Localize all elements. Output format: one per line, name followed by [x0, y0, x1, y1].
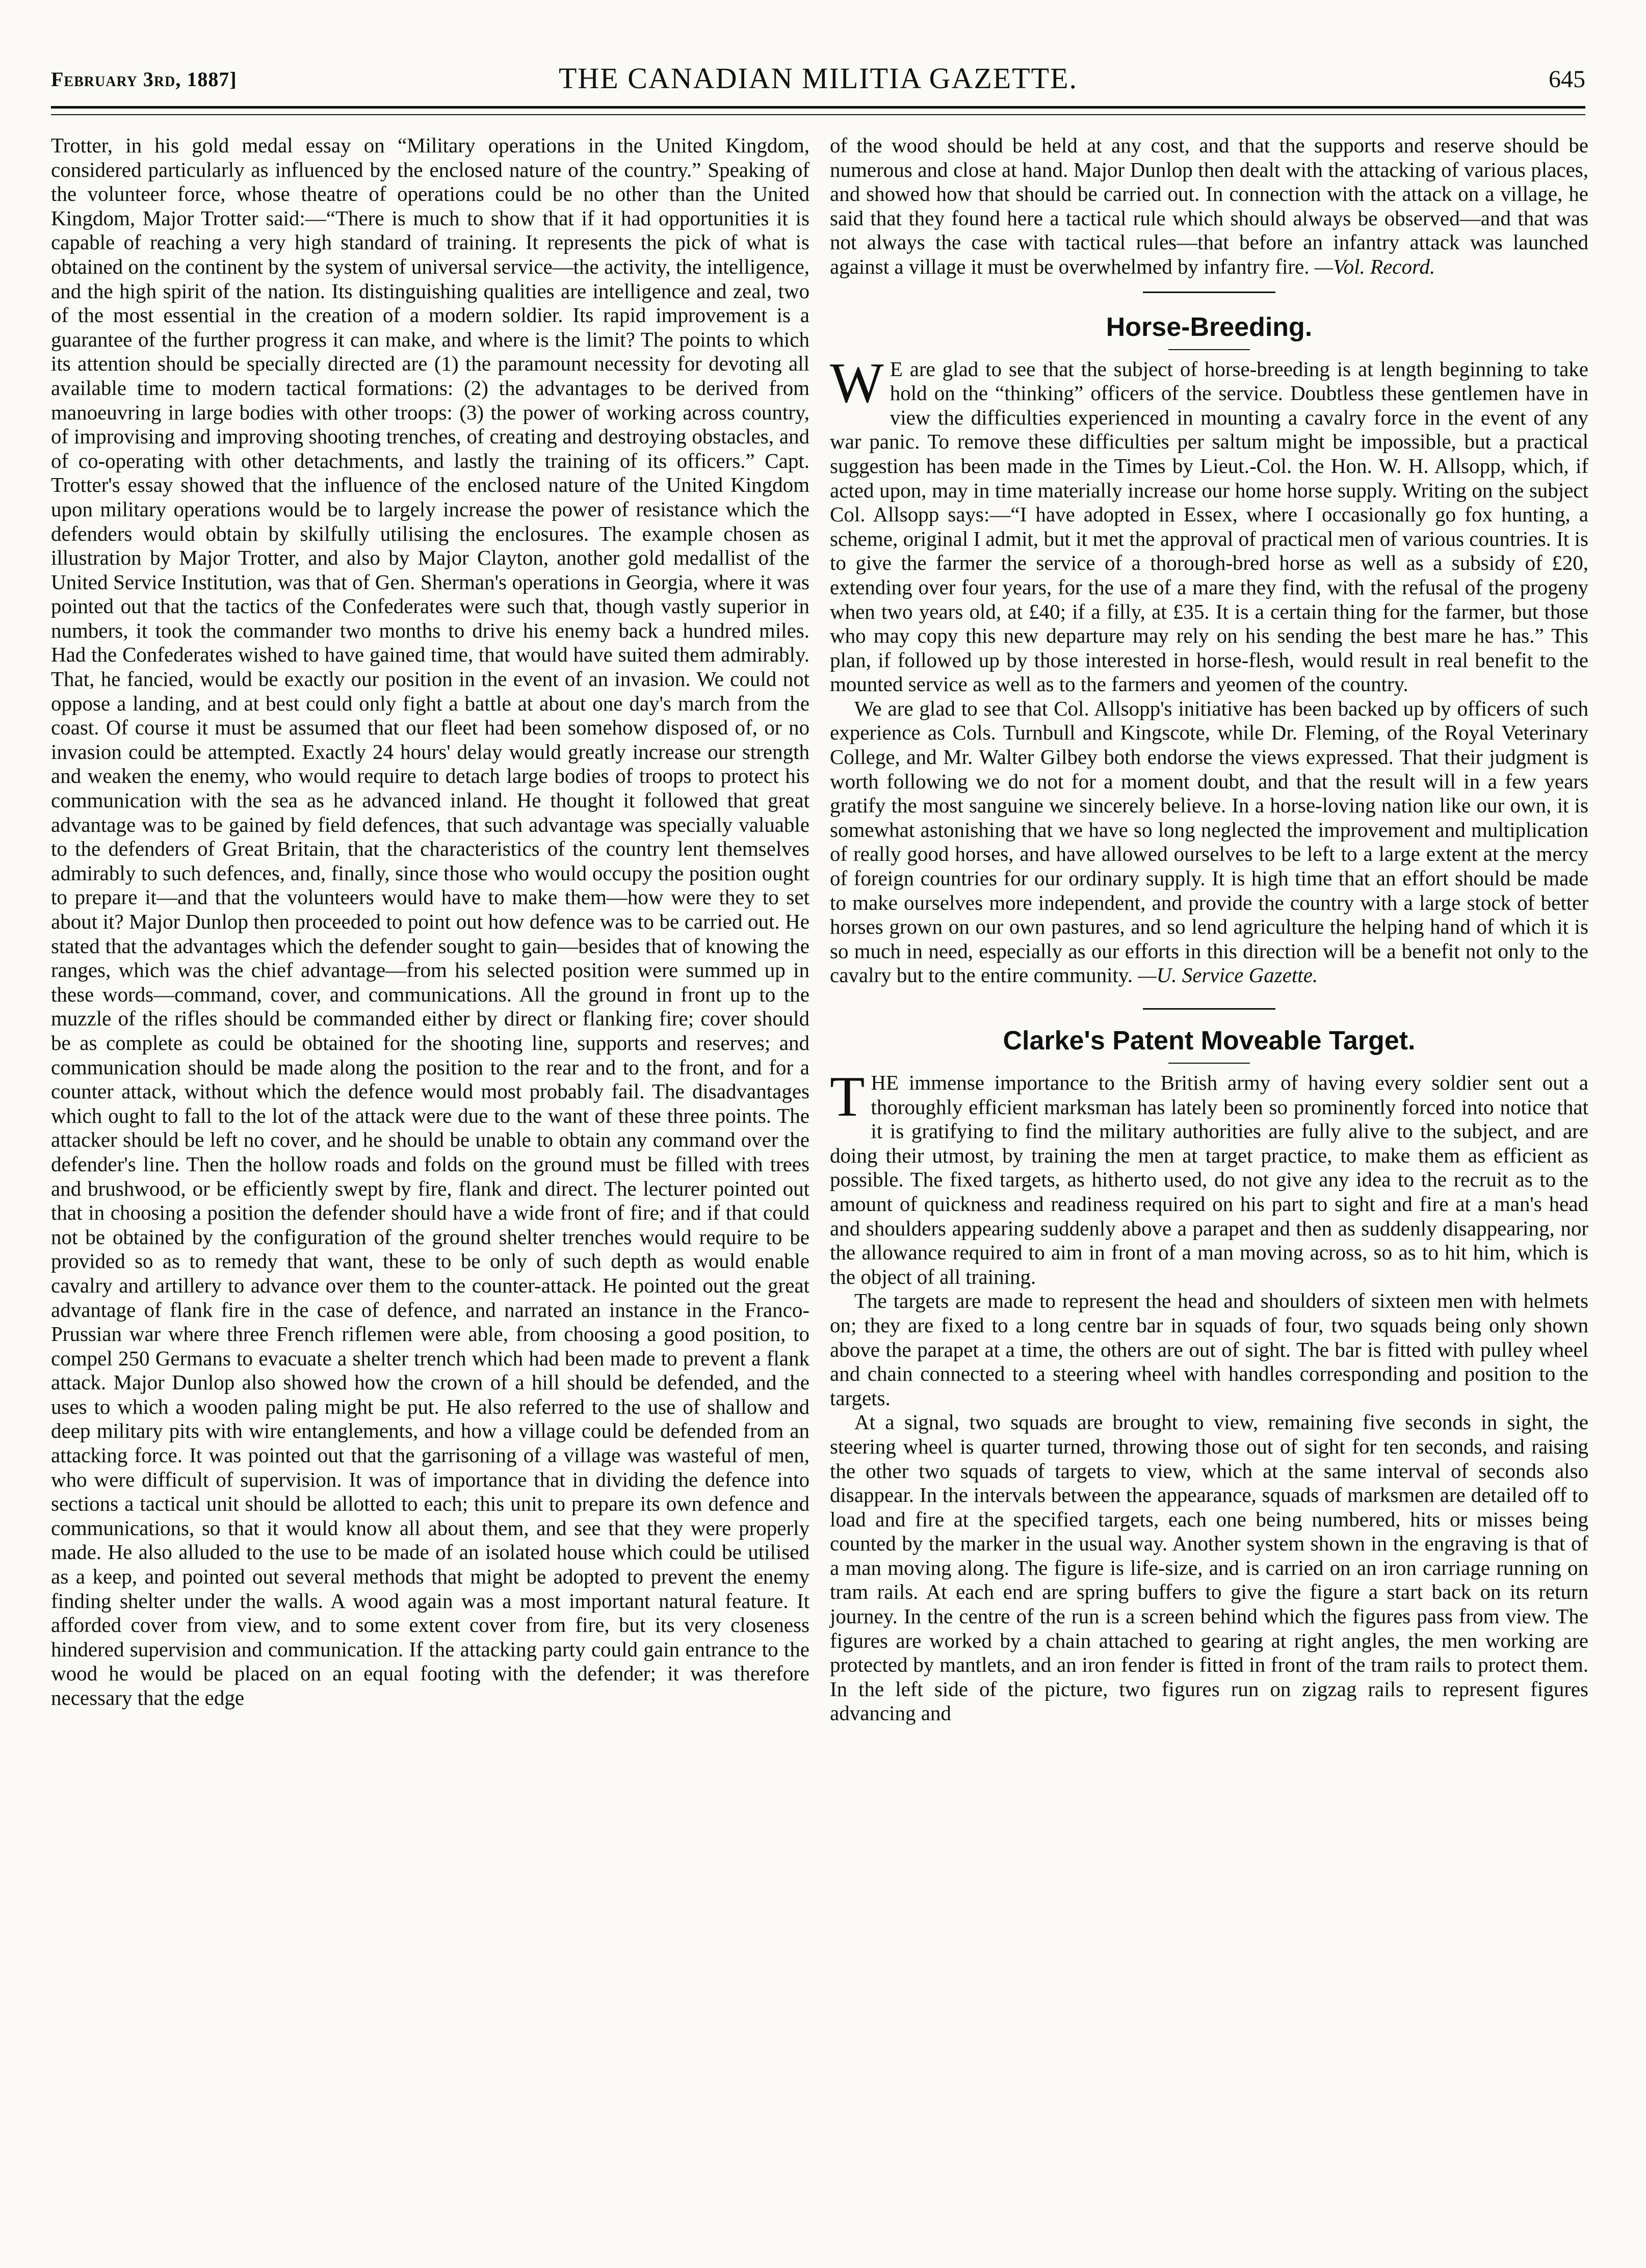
left-column	[51, 134, 809, 1710]
title-rule	[1168, 349, 1250, 350]
drop-cap: W	[830, 351, 884, 415]
issue-date: February 3rd, 1887]	[51, 68, 237, 91]
horse-breeding-article	[830, 311, 1588, 988]
article-paragraph	[830, 1065, 1588, 1289]
article-source: —U. Service Gazette.	[1138, 963, 1318, 987]
paragraph-text: We are glad to see that Col. Allsopp's initiative has been backed up by officers of such experience as Cols. Turnbull and Kingscote, while Dr. Fleming, of the Royal Veterinary College, and Mr. Walter Gilbey both endorse the views expressed. That their judgment is worth following we do not for a moment doubt, and that the result will in a few years gratify the most sanguine we sincerely believe. In a horse-loving nation like our own, it is somewhat astonishing that we have so long neglected the improvement and multiplication of really good horses, and have allowed ourselves to be left to a large extent at the mercy of foreign countries for our ordinary supply. It is high time that an effort should be made to make ourselves more independent, and provide the country with a large stock of better horses grown on our own pastures, and so lend agriculture the helping hand of which it is so much in need, especially as our efforts in this direction will be a benefit not only to the cavalry but to the entire community.	[830, 696, 1588, 987]
section-divider	[1143, 1008, 1275, 1010]
drop-cap: T	[830, 1065, 865, 1128]
article-title: Clarke's Patent Moveable Target.	[1003, 1026, 1416, 1056]
section-divider	[1143, 292, 1275, 293]
header-rule-thick	[51, 106, 1585, 109]
article-source: —Vol. Record.	[1314, 254, 1435, 278]
page-number: 645	[1549, 66, 1585, 93]
article-body-paragraph: Trotter, in his gold medal essay on “Military operations in the United Kingdom, considered particularly as influenced by the enclosed nature of the country.” Speaking of the volunteer force, whose theatre of operations could be no other than the United Kingdom, Major Trotter said:—“There is much to show that if it had opportunities it is capable of reaching a very high standard of training. It represents the pick of what is obtained on the continent by the system of universal service—the activity, the intelligence, and the high spirit of the nation. Its distinguishing qualities are intelligence and zeal, two of the most essential in the creation of a modern soldier. Its rapid improvement is a guarantee of the further progress it can make, and where is the limit? The points to which its attention should be specially directed are (1) the paramount necessity for devoting all available time to modern tactical formations: (2) the advantages to be derived from manoeuvring in large bodies with other troops: (3) the power of working across country, of improvising and improving shooting trenches, of creating and destroying obstacles, and of co-operating with other detachments, and lastly the training of its officers.” Capt. Trotter's essay showed that the influence of the enclosed nature of the United Kingdom upon military operations would be to largely increase the power of resistance which the defenders would obtain by skilfully utilising the enclosures. The example chosen as illustration by Major Trotter, and also by Major Clayton, another gold medallist of the United Service Institution, was that of Gen. Sherman's operations in Georgia, where it was pointed out that the tactics of the Confederates were such that, though vastly superior in numbers, it took the commander two months to drive his enemy back a hundred miles. Had the Confederates wished to have gained time, that would have suited them admirably. That, he fancied, would be exactly our position in the event of an invasion. We could not oppose a landing, and at best could only fight a battle at about one day's march from the coast. Of course it must be assumed that our fleet had been somehow disposed of, or no invasion could be attempted. Exactly 24 hours' delay would greatly increase our strength and weaken the enemy, who would require to detach large bodies of troops to protect his communication with the sea as he advanced inland. He thought it followed that great advantage was to be gained by field defences, that such advantage was specially valuable to the defenders of Great Britain, that the characteristics of the country lent themselves admirably to such defences, and, finally, since those who would occupy the position ought to prepare it—and that the volunteers would have to make them—how were they to set about it? Major Dunlop then proceeded to point out how defence was to be carried out. He stated that the advantages which the defender sought to gain—besides that of knowing the ranges, which was the chief advantage—from his selected position were summed up in these words—command, cover, and communications. All the ground in front up to the muzzle of the rifles should be commanded either by direct or flanking fire; cover should be as complete as could be obtained for the shooting line, supports and reserves; and communication should be made along the position to the rear and to the front, and for a counter attack, without which the defence would most probably fail. The disadvantages which ought to fall to the lot of the attack were due to the want of these three points. The attacker should be left no cover, and he should be unable to obtain any command over the defender's line. Then the hollow roads and folds on the ground must be filled with trees and brushwood, or be efficiently swept by fire, flank and direct. The lecturer pointed out that in choosing a position the defender should have a wide front of fire; and if that could not be obtained by the configuration of the ground shelter trenches would require to be provided so as to remedy that want, these to be only of such depth as would enable cavalry and artillery to advance over them to the counter-attack. He pointed out the great advantage of flank fire in the case of defence, and narrated an instance in the Franco-Prussian war where three French riflemen were able, from choosing a good position, to compel 250 Germans to evacuate a shelter trench which had been made to prevent a flank attack. Major Dunlop also showed how the crown of a hill should be defended, and the uses to which a wooden paling might be put. He also referred to the use of shallow and deep military pits with wire entanglements, and how a village could be defended from an attacking force. It was pointed out that the garrisoning of a village was wasteful of men, who were difficult of supervision. It was of importance that in dividing the defence into sections a tactical unit should be allotted to each; this unit to prepare its own defence and communications, so that it would know all about them, and see that they were properly made. He also alluded to the use to be made of an isolated house which could be utilised as a keep, and pointed out several methods that might be adopted to prevent the enemy finding shelter under the walls. A wood again was a most important natural feature. It afforded cover from view, and to some extent cover from fire, but its very closeness hindered supervision and communication. If the attacking party could gain entrance to the wood he would be placed on an equal footing with the defender; it was therefore necessary that the edge	[51, 134, 809, 1709]
paragraph-text: E are glad to see that the subject of horse-breeding is at length beginning to take hold on the “thinking” officers of the service. Doubtless these gentlemen have in view the difficulties experienced in mounting a cavalry force in the event of any war panic. To remove these difficulties per saltum might be impossible, but a practical suggestion has been made in the Times by Lieut.-Col. the Hon. W. H. Allsopp, which, if acted upon, may in time materially increase our home horse supply. Writing on the subject Col. Allsopp says:—“I have adopted in Essex, where I occasionally go fox hunting, a scheme, original I admit, but it met the approval of practical men of various countries. It is to give the farmer the service of a thorough-bred horse as well as a subsidy of £20, extending over four years, for the use of a mare they find, with the refusal of the progeny when two years old, at £40; if a filly, at £35. It is a certain thing for the farmer, but those who may copy this new departure may rely on his sending the best mare he has.” This plan, if followed up by those interested in horse-flesh, would result in real benefit to the mounted service as well as to the farmers and yeomen of the country.	[830, 357, 1588, 696]
page-header	[51, 61, 1585, 102]
continued-paragraph	[830, 134, 1588, 279]
header-rule-thin	[51, 114, 1585, 115]
article-paragraph: The targets are made to represent the head and shoulders of sixteen men with helmets on; they are fixed to a long centre bar in squads of four, two squads being only shown above the parapet at a time, the others are out of sight. The bar is fitted with pulley wheel and chain connected to a steering wheel with handles corresponding and position to the targets.	[830, 1289, 1588, 1410]
paragraph-text: HE immense importance to the British army of having every soldier sent out a thoroughly efficient marksman has lately been so prominently forced into notice that it is gratifying to find the military authorities are fully alive to the subject, and are doing their utmost, by training the men at target practice, to make them as efficient as possible. The fixed targets, as hitherto used, do not give any idea to the recruit as to the amount of quickness and readiness required on his part to sight and fire at a man's head and shoulders appearing suddenly above a parapet and then as suddenly disappearing, nor the allowance required to aim in front of a man moving across, so as to hit him, which is the object of all training.	[830, 1071, 1588, 1288]
publication-title: THE CANADIAN MILITIA GAZETTE.	[558, 62, 1078, 95]
title-rule	[1168, 1063, 1250, 1064]
clarke-target-article	[830, 1025, 1588, 1726]
article-paragraph	[830, 351, 1588, 697]
article-paragraph	[830, 697, 1588, 988]
right-column	[830, 134, 1588, 1726]
continued-text: of the wood should be held at any cost, and that the supports and reserve should be numerous and close at hand. Major Dunlop then dealt with the attacking of various places, and showed how that should be carried out. In connection with the attack on a village, he said that they found here a tactical rule which should always be observed—and that was not always the case with tactical rules—that before an infantry attack was launched against a village it must be overwhelmed by infantry fire.	[830, 134, 1588, 278]
article-paragraph: At a signal, two squads are brought to view, remaining five seconds in sight, the steering wheel is quarter turned, throwing those out of sight for ten seconds, and raising the other two squads of targets to view, which at the same interval of seconds also disappear. In the intervals between the appearance, squads of marksmen are detailed off to load and fire at the specified targets, each one being numbered, hits or misses being counted by the marker in the usual way. Another system shown in the engraving is that of a man moving along. The figure is life-size, and is carried on an iron carriage running on tram rails. At each end are spring buffers to give the figure a start back on its return journey. In the centre of the run is a screen behind which the figures pass from view. The figures are worked by a chain attached to gearing at right angles, the men working are protected by mantlets, and an iron fender is fitted in front of the tram rails to protect them. In the left side of the picture, two figures run on zigzag rails to represent figures advancing and	[830, 1410, 1588, 1725]
article-title: Horse-Breeding.	[1106, 312, 1313, 342]
